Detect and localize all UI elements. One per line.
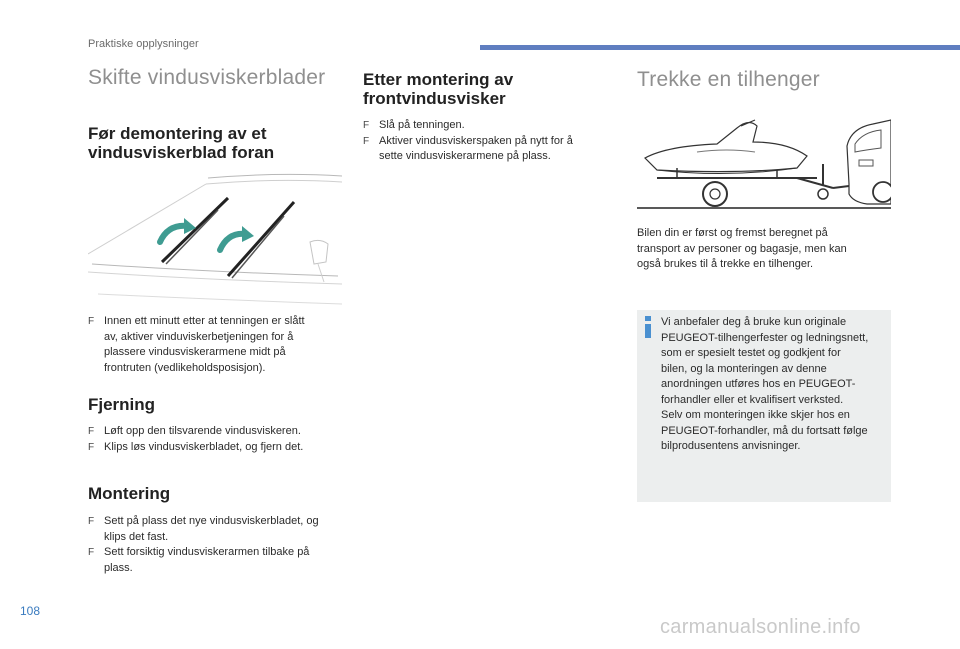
subheading-removal: Fjerning <box>88 395 156 414</box>
section-title-trailer: Trekke en tilhenger <box>637 68 820 91</box>
list-item: F Aktiver vindusviskerspaken på nytt for å sette vindusviskerarmene på plass. <box>363 134 573 162</box>
checkbox-icon: F <box>88 516 95 527</box>
watermark: carmanualsonline.info <box>660 616 861 638</box>
list-item: F Klips løs vindusviskerbladet, og fjern det. <box>88 440 348 456</box>
bullet-list-mounting <box>88 514 348 576</box>
list-item: F Løft opp den tilsvarende vindusviskeren. <box>88 424 348 440</box>
section-label: Praktiske opplysninger <box>88 38 199 50</box>
checkbox-icon: F <box>88 547 95 558</box>
checkbox-icon: F <box>363 135 370 147</box>
info-icon <box>645 316 651 338</box>
trailer-jetski-illustration <box>637 108 891 212</box>
subheading-before-removal: Før demontering av et vindusviskerblad foran <box>88 124 275 162</box>
subheading-after-mounting: Etter montering av frontvindusvisker <box>363 70 514 108</box>
bullet-list-removal <box>88 424 348 455</box>
list-item: F Slå på tenningen. <box>363 118 613 134</box>
checkbox-icon: F <box>363 120 370 131</box>
windshield-wiper-illustration <box>88 172 342 306</box>
info-text: Vi anbefaler deg å bruke kun originale PEUGEOT-tilhengerfester og ledningsnett, som er spesielt testet og godkjent for bilen, og la monteringen av denne anordningen utføres hos en PEUGEOT- forhandler eller et kvalifisert verksted. Selv om monteringen ikke skjer hos en PEUGEOT-forhandler, må du fortsatt følge bilprodusentens anvisninger. <box>661 316 869 452</box>
list-item: F Innen ett minutt etter at tenningen er slått av, aktiver vinduviskerbetjeningen for å plassere vindusviskerarmene midt på frontruten (vedlikeholdsposisjon). <box>88 315 305 374</box>
list-item: F Sett på plass det nye vindusviskerbladet, og klips det fast. <box>88 515 319 543</box>
header-accent-bar <box>480 45 960 50</box>
list-item: F Sett forsiktig vindusviskerarmen tilbake på plass. <box>88 546 310 574</box>
checkbox-icon: F <box>88 316 95 327</box>
page-number: 108 <box>20 604 41 618</box>
section-title-wipers: Skifte vindusviskerblader <box>88 66 326 89</box>
bullet-list-after-mounting <box>363 118 613 165</box>
bullet-list-before-removal <box>88 314 348 376</box>
checkbox-icon: F <box>88 441 95 453</box>
subheading-mounting: Montering <box>88 484 171 503</box>
trailer-paragraph: Bilen din er først og fremst beregnet på transport av personer og bagasje, men kan også brukes til å trekke en tilhenger. <box>637 227 847 270</box>
checkbox-icon: F <box>88 426 95 437</box>
